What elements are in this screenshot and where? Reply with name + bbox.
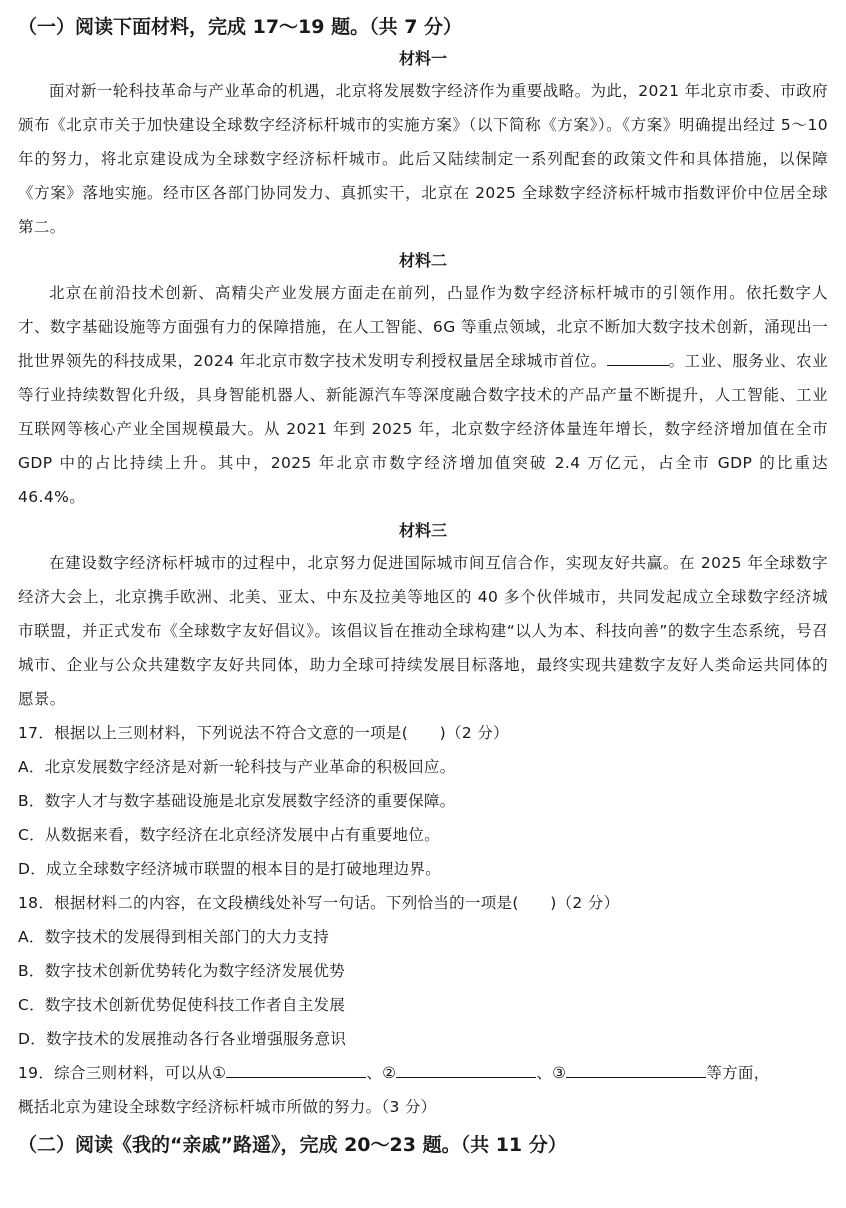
question-18-option-c: C．数字技术创新优势促使科技工作者自主发展 [18,996,346,1014]
material-one-text: 面对新一轮科技革命与产业革命的机遇，北京将发展数字经济作为重要战略。为此，2021 年北京市委、市政府颁布《北京市关于加快建设全球数字经济标杆城市的实施方案》（以下简称《方案》）。《方案》明确提出经过 5～10 年的努力，将北京建设成为全球数字经济标杆城市。此后又陆续制定一系列配套的政策文件和具体措施，以保障《方案》落地实施。经市区各部门协同发力、真抓实干，北京在 2025 全球数字经济标杆城市指数评价中位居全球第二。 [18,82,828,236]
answer-blank-2 [396,1057,536,1078]
section-two-heading: （二）阅读《我的“亲戚”路遥》，完成 20～23 题。（共 11 分） [18,1134,567,1156]
question-18-stem: 18．根据材料二的内容，在文段横线处补写一句话。下列恰当的一项是( )（2 分） [18,894,620,912]
question-17-option-a: A．北京发展数字经济是对新一轮科技与产业革命的积极回应。 [18,758,456,776]
section-one-heading: （一）阅读下面材料，完成 17～19 题。（共 7 分） [18,16,463,38]
question-17-option-b: B．数字人才与数字基础设施是北京发展数字经济的重要保障。 [18,792,456,810]
material-three-text: 在建设数字经济标杆城市的过程中，北京努力促进国际城市间互信合作，实现友好共赢。在 2025 年全球数字经济大会上，北京携手欧洲、北美、亚太、中东及拉美等地区的 40 多个伙伴城市，共同发起成立全球数字经济城市联盟，并正式发布《全球数字友好倡议》。该倡议旨在推动全球构建“以人为本、科技向善”的数字生态系统，号召城市、企业与公众共建数字友好共同体，助力全球可持续发展目标落地，最终实现共建数字友好人类命运共同体的愿景。 [18,554,828,708]
question-18-option-d: D．数字技术的发展推动各行各业增强服务意识 [18,1030,347,1048]
question-19-prefix: 19．综合三则材料，可以从① [18,1064,227,1082]
material-two-title: 材料二 [398,251,447,270]
question-17-stem: 17．根据以上三则材料，下列说法不符合文意的一项是( )（2 分） [18,724,509,742]
question-19-sep2: 、③ [536,1064,567,1082]
question-19-suffix: 等方面， [706,1064,770,1082]
question-19-stem [18,1056,828,1090]
material-two-text [18,276,828,514]
question-17-option-d: D．成立全球数字经济城市联盟的根本目的是打破地理边界。 [18,860,442,878]
question-17-option-c: C．从数据来看，数字经济在北京经济发展中占有重要地位。 [18,826,440,844]
material-two-text-after: 。工业、服务业、农业等行业持续数智化升级，具身智能机器人、新能源汽车等深度融合数字技术的产品产量不断提升，人工智能、工业互联网等核心产业全国规模最大。从 2021 年到 2025 年，北京数字经济体量连年增长，数字经济增加值在全市 GDP 中的占比持续上升。其中，2025 年北京市数字经济增加值突破 2.4 万亿元，占全市 GDP 的比重达 46.4%。 [18,352,828,506]
question-18-option-a: A．数字技术的发展得到相关部门的大力支持 [18,928,330,946]
material-one-title: 材料一 [398,49,447,68]
material-three-title: 材料三 [398,521,447,540]
question-19-sep1: 、② [366,1064,397,1082]
question-19-line2: 概括北京为建设全球数字经济标杆城市所做的努力。（3 分） [18,1098,437,1116]
answer-blank-1 [226,1057,366,1078]
question-18-option-b: B．数字技术创新优势转化为数字经济发展优势 [18,962,345,980]
answer-blank-3 [566,1057,706,1078]
fill-in-blank-line [607,345,669,366]
material-two-text-before: 北京在前沿技术创新、高精尖产业发展方面走在前列，凸显作为数字经济标杆城市的引领作用。依托数字人才、数字基础设施等方面强有力的保障措施，在人工智能、6G 等重点领域，北京不断加大数字技术创新，涌现出一批世界领先的科技成果，2024 年北京市数字技术发明专利授权量居全球城市首位。 [18,284,828,370]
